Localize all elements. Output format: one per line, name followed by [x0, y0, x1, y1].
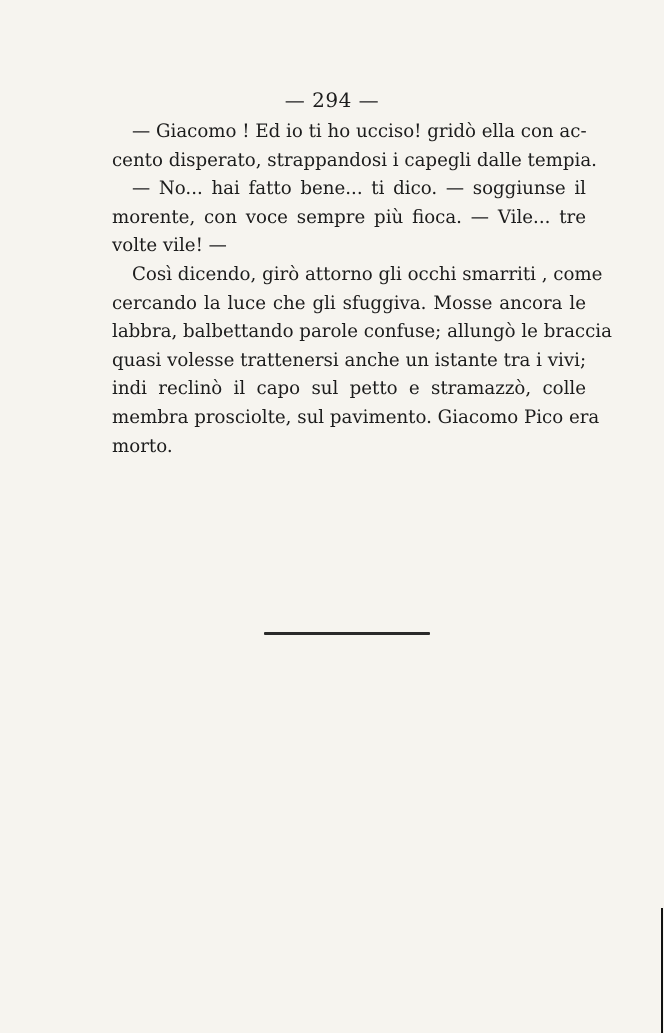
scan-edge-mark [661, 908, 663, 1033]
text-line: cento disperato, strappandosi i capegli dalle tempia. [112, 149, 597, 171]
text-line: labbra, balbettando parole confuse; allungò le braccia [112, 321, 612, 343]
text-line: quasi volesse trattenersi anche un istante tra i vivi; [112, 349, 587, 371]
text-line: morente, con voce sempre più fioca. — Vile... tre [112, 206, 586, 228]
text-line: — No... hai fatto bene... ti dico. — soggiunse il [132, 178, 586, 200]
text-line: morto. [112, 435, 173, 457]
paragraph [112, 261, 612, 461]
section-end-rule [264, 632, 430, 635]
body-text [112, 118, 612, 461]
text-line: Così dicendo, girò attorno gli occhi smarriti , come [132, 263, 603, 285]
text-line: cercando la luce che gli sfuggiva. Mosse ancora le [112, 292, 586, 314]
paragraph [112, 175, 586, 261]
text-line: indi reclinò il capo sul petto e stramazzò, colle [112, 378, 586, 400]
text-line: — Giacomo ! Ed io ti ho ucciso! gridò ella con ac- [132, 121, 587, 142]
text-line: volte vile! — [112, 235, 227, 257]
text-line: membra prosciolte, sul pavimento. Giacomo Pico era [112, 406, 600, 428]
paragraph [112, 118, 597, 175]
page-number: — 294 — [284, 88, 380, 112]
